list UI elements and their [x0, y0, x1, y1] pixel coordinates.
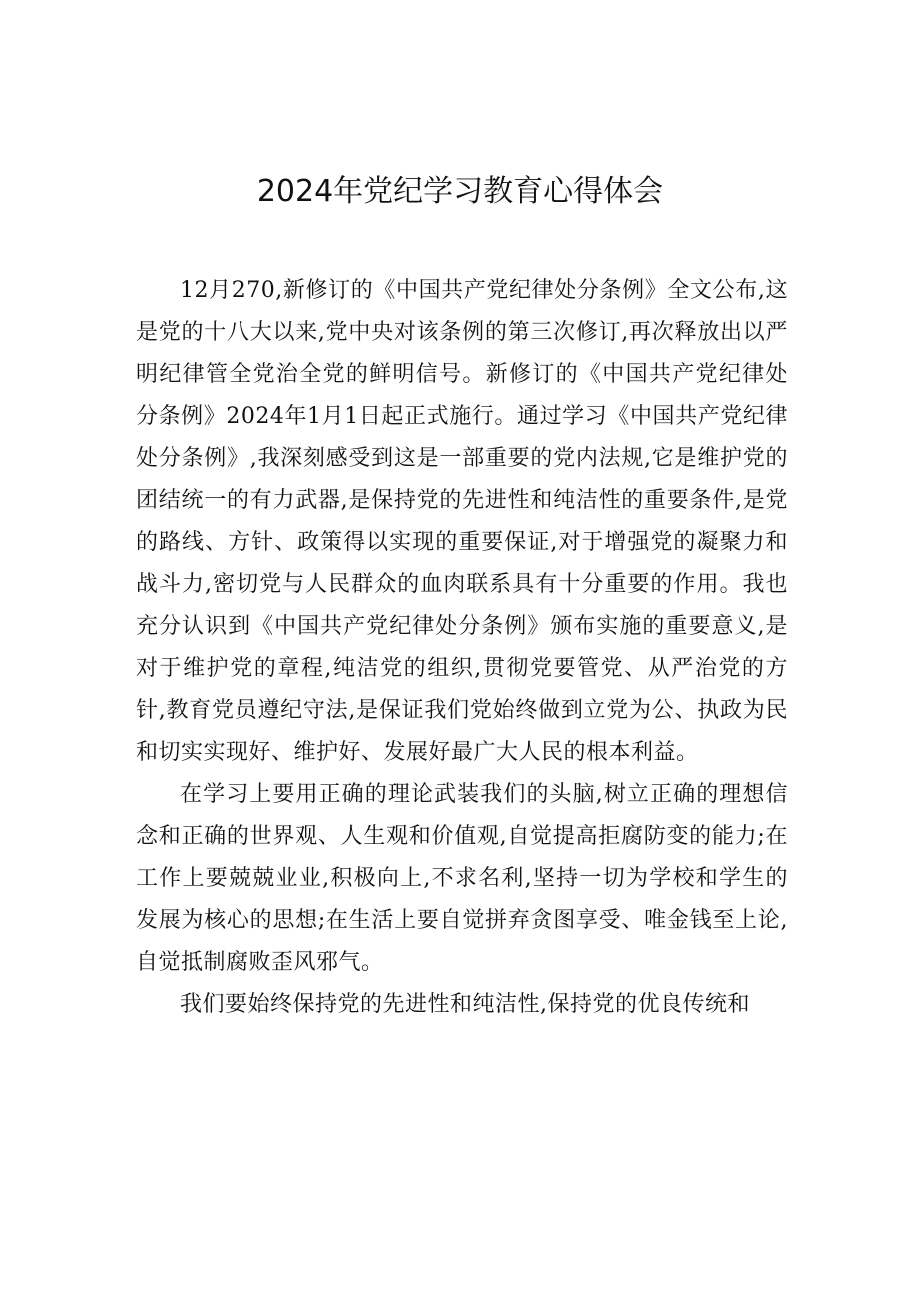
paragraph-2: 在学习上要用正确的理论武装我们的头脑,树立正确的理想信念和正确的世界观、人生观和价值观,自觉提高拒腐防变的能力;在工作上要兢兢业业,积极向上,不求名利,坚持一切为学校和学生的发展为核心的思想;在生活上要自觉拼弃贪图享受、唯金钱至上论,自觉抵制腐败歪风邪气。	[136, 782, 788, 975]
document-title: 2024年党纪学习教育心得体会	[256, 174, 664, 209]
paragraph-3: 我们要始终保持党的先进性和纯洁性,保持党的优良传统和	[180, 992, 750, 1017]
document-body	[136, 270, 788, 1026]
paragraph-1: 12月270,新修订的《中国共产党纪律处分条例》全文公布,这是党的十八大以来,党中央对该条例的第三次修订,再次释放出以严明纪律管全党治全党的鲜明信号。新修订的《中国共产党纪律处分条例》2024年1月1日起正式施行。通过学习《中国共产党纪律处分条例》,我深刻感受到这是一部重要的党内法规,它是维护党的团结统一的有力武器,是保持党的先进性和纯洁性的重要条件,是党的路线、方针、政策得以实现的重要保证,对于增强党的凝聚力和战斗力,密切党与人民群众的血肉联系具有十分重要的作用。我也充分认识到《中国共产党纪律处分条例》颁布实施的重要意义,是对于维护党的章程,纯洁党的组织,贯彻党要管党、从严治党的方针,教育党员遵纪守法,是保证我们党始终做到立党为公、执政为民和切实实现好、维护好、发展好最广大人民的根本利益。	[136, 278, 788, 765]
